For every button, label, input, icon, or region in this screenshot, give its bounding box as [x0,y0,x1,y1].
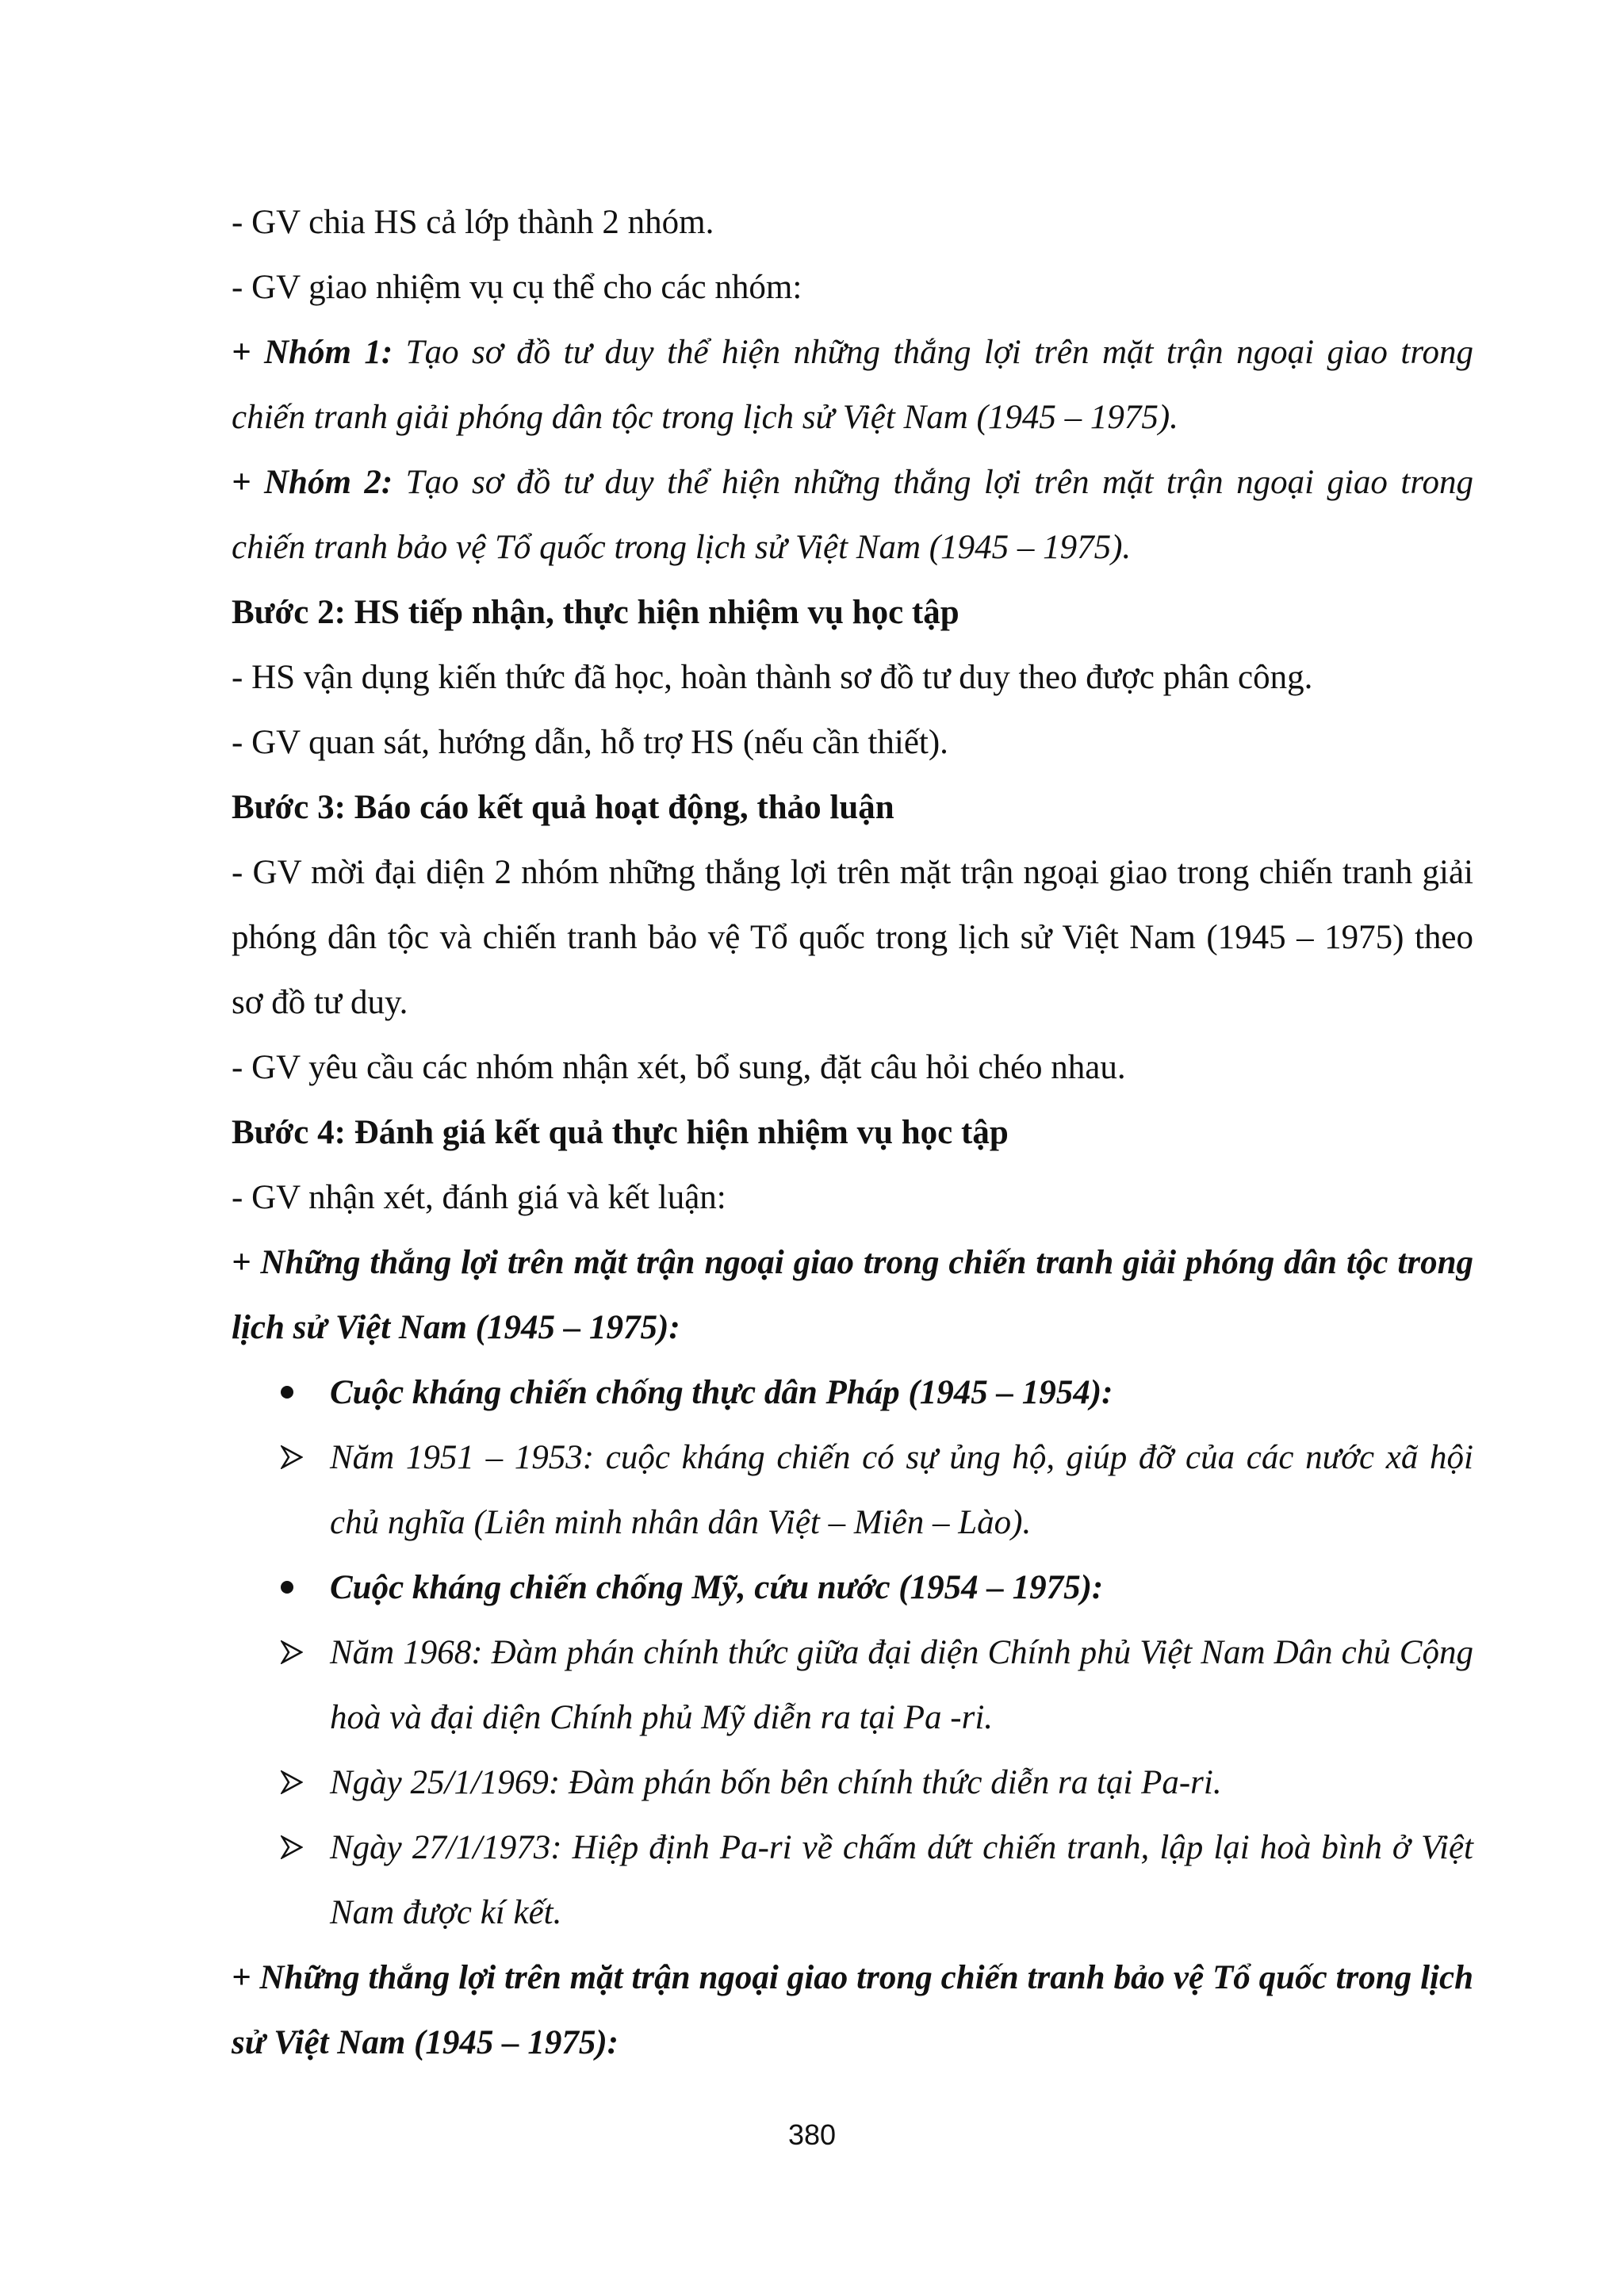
conclusion-liberation-war: + Những thắng lợi trên mặt trận ngoại giao trong chiến tranh giải phóng dân tộc trong lịch sử Việt Nam (1945 – 1975): [232,1244,1473,1346]
group-1-text: Tạo sơ đồ tư duy thể hiện những thắng lợi trên mặt trận ngoại giao trong chiến tranh giải phóng dân tộc trong lịch sử Việt Nam (1945 – 1975). [232,334,1473,436]
arrow-item-text: Ngày 27/1/1973: Hiệp định Pa-ri về chấm dứt chiến tranh, lập lại hoà bình ở Việt Nam được kí kết. [330,1829,1473,1931]
group-1-task [232,320,1473,450]
group-2-task [232,450,1473,580]
arrow-item-text: Ngày 25/1/1969: Đàm phán bốn bên chính thức diễn ra tại Pa-ri. [330,1764,1222,1801]
group-2-label: + Nhóm 2: [232,464,393,501]
arrow-bullet-icon [281,1751,320,1816]
page-number: 380 [787,2118,837,2151]
arrow-item-text: Năm 1951 – 1953: cuộc kháng chiến có sự ủng hộ, giúp đỡ của các nước xã hội chủ nghĩa (Liên minh nhân dân Việt – Miên – Lào). [330,1439,1473,1541]
step-3-paragraph-1: - GV mời đại diện 2 nhóm những thắng lợi trên mặt trận ngoại giao trong chiến tranh giải phóng dân tộc và chiến tranh bảo vệ Tổ quốc trong lịch sử Việt Nam (1945 – 1975) theo sơ đồ tư duy. [232,854,1473,1021]
arrow-item-1951-1953 [232,1425,1473,1556]
step-4-line-1: - GV nhận xét, đánh giá và kết luận: [232,1179,726,1216]
arrow-bullet-icon [281,1816,320,1881]
step-4-heading: Bước 4: Đánh giá kết quả thực hiện nhiệm vụ học tập [232,1114,1009,1151]
group-1-label: + Nhóm 1: [232,334,393,371]
group-2-text: Tạo sơ đồ tư duy thể hiện những thắng lợi trên mặt trận ngoại giao trong chiến tranh bảo vệ Tổ quốc trong lịch sử Việt Nam (1945 – 1975). [232,464,1473,566]
bullet-text: Cuộc kháng chiến chống thực dân Pháp (1945 – 1954): [330,1374,1113,1411]
arrow-item-text: Năm 1968: Đàm phán chính thức giữa đại diện Chính phủ Việt Nam Dân chủ Cộng hoà và đại diện Chính phủ Mỹ diễn ra tại Pa -ri. [330,1634,1473,1736]
bullet-item-french-resistance [232,1360,1473,1425]
text-line-divide-groups: - GV chia HS cả lớp thành 2 nhóm. [232,204,714,241]
bullet-dot-icon [281,1360,320,1425]
arrow-bullet-icon [281,1425,320,1490]
step-2-line-1: - HS vận dụng kiến thức đã học, hoàn thành sơ đồ tư duy theo được phân công. [232,659,1313,696]
arrow-item-1969 [232,1751,1473,1816]
arrow-bullet-icon [281,1621,320,1686]
bullet-item-us-resistance [232,1556,1473,1621]
arrow-item-1973 [232,1816,1473,1946]
bullet-text: Cuộc kháng chiến chống Mỹ, cứu nước (1954 – 1975): [330,1569,1104,1606]
page-content [232,190,1473,2076]
step-3-paragraph-2: - GV yêu cầu các nhóm nhận xét, bổ sung, đặt câu hỏi chéo nhau. [232,1049,1126,1086]
step-2-line-2: - GV quan sát, hướng dẫn, hỗ trợ HS (nếu cần thiết). [232,724,948,761]
arrow-item-1968 [232,1621,1473,1751]
text-line-assign-tasks: - GV giao nhiệm vụ cụ thể cho các nhóm: [232,269,802,306]
bullet-dot-icon [281,1556,320,1621]
step-2-heading: Bước 2: HS tiếp nhận, thực hiện nhiệm vụ học tập [232,594,959,631]
conclusion-defense-war: + Những thắng lợi trên mặt trận ngoại giao trong chiến tranh bảo vệ Tổ quốc trong lịch sử Việt Nam (1945 – 1975): [232,1959,1473,2061]
step-3-heading: Bước 3: Báo cáo kết quả hoạt động, thảo luận [232,789,894,826]
